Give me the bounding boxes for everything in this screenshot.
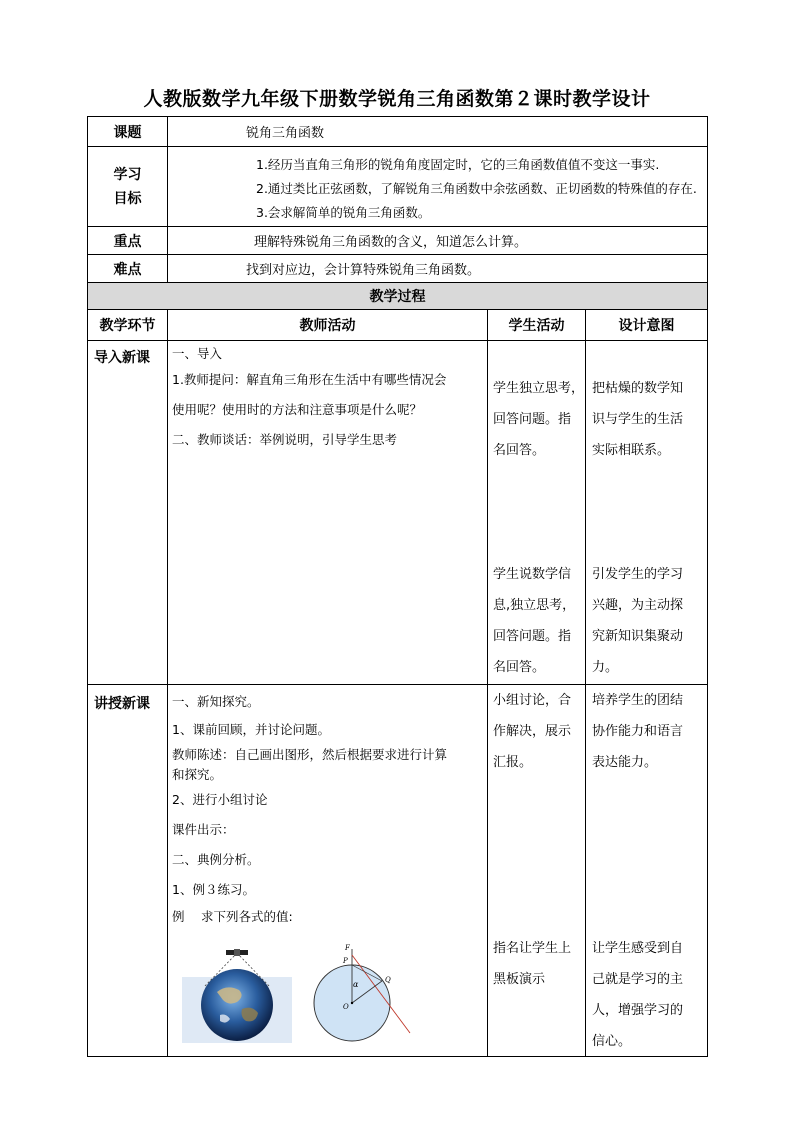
teacher-line: 和探究。: [172, 767, 223, 782]
section-teach-teacher: [168, 685, 488, 1057]
teacher-line: 1、例３练习。: [172, 882, 255, 897]
teacher-line: 一、新知探究。: [172, 694, 260, 709]
section-intro-student: [488, 341, 586, 685]
figure-label-p: P: [343, 957, 348, 965]
student-line: 作解决，展示: [493, 724, 572, 739]
section-intro-name: 导入新课: [88, 341, 168, 685]
intent-line: 培养学生的团结: [592, 693, 684, 708]
student-line: 回答问题。指: [493, 629, 572, 644]
teacher-line: 2、进行小组讨论: [172, 792, 268, 807]
goals-label-line-2: 目标: [113, 190, 142, 207]
figure-label-o: O: [343, 1003, 349, 1011]
student-activity-a: [493, 373, 584, 466]
intent-line: 把枯燥的数学知: [592, 381, 684, 396]
section-intro-intent: [586, 341, 708, 685]
document-title: 人教版数学九年级下册数学锐角三角函数第２课时教学设计: [143, 88, 651, 110]
student-line: 小组讨论，合: [493, 693, 572, 708]
intent-a: [592, 373, 683, 466]
goal-item: 2.通过类比正弦函数，了解锐角三角函数中余弦函数、正切函数的特殊值的存在.: [256, 181, 697, 196]
earth-satellite-image: [182, 947, 292, 1043]
key-value: 理解特殊锐角三角函数的含义，知道怎么计算。: [168, 227, 708, 255]
teacher-line: 二、典例分析。: [172, 852, 260, 867]
intent-line: 信心。: [592, 1034, 632, 1049]
student-line: 黑板演示: [493, 972, 546, 987]
student-line: 名回答。: [493, 660, 546, 675]
teacher-line: 使用呢？使用时的方法和注意事项是什么呢？: [172, 402, 423, 417]
section-teach-name: 讲授新课: [88, 685, 168, 1057]
goal-item: 1.经历当直角三角形的锐角角度固定时，它的三角函数值值不变这一事实.: [256, 157, 660, 172]
teacher-line: 课件出示：: [172, 822, 235, 837]
process-header: 教学过程: [88, 283, 708, 310]
teacher-line: 例 求下列各式的值:: [172, 909, 293, 924]
key-row: [88, 227, 708, 255]
column-header-row: [88, 310, 708, 341]
intent-line: 协作能力和语言: [592, 724, 684, 739]
topic-value: 锐角三角函数: [168, 117, 708, 147]
student-line: 汇报。: [493, 755, 533, 770]
lesson-plan-table: [87, 116, 708, 1057]
difficulty-label: 难点: [88, 255, 168, 283]
intent-line: 实际相联系。: [592, 443, 671, 458]
intent-line: 究新知识集聚动: [592, 629, 684, 644]
section-intro-teacher: [168, 341, 488, 685]
goals-list: [168, 147, 708, 227]
intent-line: 人，增强学习的: [592, 1003, 684, 1018]
student-activity-b: [493, 559, 575, 683]
intent-line: 识与学生的生活: [592, 412, 684, 427]
section-intro-row: [88, 341, 708, 685]
goals-label: [88, 147, 168, 227]
intent-b: [592, 933, 683, 1057]
difficulty-row: [88, 255, 708, 283]
intent-line: 引发学生的学习: [592, 567, 684, 582]
student-line: 学生独立思考，: [493, 381, 585, 396]
teacher-line: 1、课前回顾，并讨论问题。: [172, 722, 330, 737]
figure-label-alpha: α: [353, 980, 359, 989]
goals-label-line-1: 学习: [113, 166, 142, 183]
teacher-line: 1.教师提问：解直角三角形在生活中有哪些情况会: [172, 372, 447, 387]
goals-row: [88, 147, 708, 227]
goal-item: 3.会求解简单的锐角三角函数。: [256, 205, 431, 220]
topic-label: 课题: [88, 117, 168, 147]
column-header: 教师活动: [168, 310, 488, 341]
student-line: 名回答。: [493, 443, 546, 458]
intent-line: 表达能力。: [592, 755, 658, 770]
intent-line: 兴趣，为主动探: [592, 598, 684, 613]
teacher-line: 教师陈述：自己画出图形，然后根据要求进行计算: [172, 747, 448, 762]
intent-line: 己就是学习的主: [592, 972, 684, 987]
student-activity-b: [493, 933, 571, 995]
student-line: 回答问题。指: [493, 412, 572, 427]
column-header: 设计意图: [586, 310, 708, 341]
column-header: 学生活动: [488, 310, 586, 341]
figure-label-f: F: [345, 944, 350, 952]
topic-row: [88, 117, 708, 147]
intent-line: 让学生感受到自: [592, 941, 684, 956]
section-teach-student: [488, 685, 586, 1057]
process-header-row: [88, 283, 708, 310]
column-header: 教学环节: [88, 310, 168, 341]
student-line: 学生说数学信: [493, 567, 572, 582]
intent-b: [592, 559, 683, 683]
key-label: 重点: [88, 227, 168, 255]
student-line: 息,独立思考，: [493, 598, 576, 613]
teacher-line: 一、导入: [172, 346, 223, 361]
difficulty-value: 找到对应边，会计算特殊锐角三角函数。: [168, 255, 708, 283]
student-line: 指名让学生上: [493, 941, 572, 956]
section-teach-intent: [586, 685, 708, 1057]
circle-tangent-figure: [312, 941, 422, 1045]
figure-label-q: Q: [385, 976, 391, 984]
intent-line: 力。: [592, 660, 619, 675]
section-teach-row: [88, 685, 708, 1057]
intent-a: [592, 685, 683, 778]
student-activity-a: [493, 685, 571, 778]
teacher-line: 二、教师谈话：举例说明，引导学生思考: [172, 432, 398, 447]
